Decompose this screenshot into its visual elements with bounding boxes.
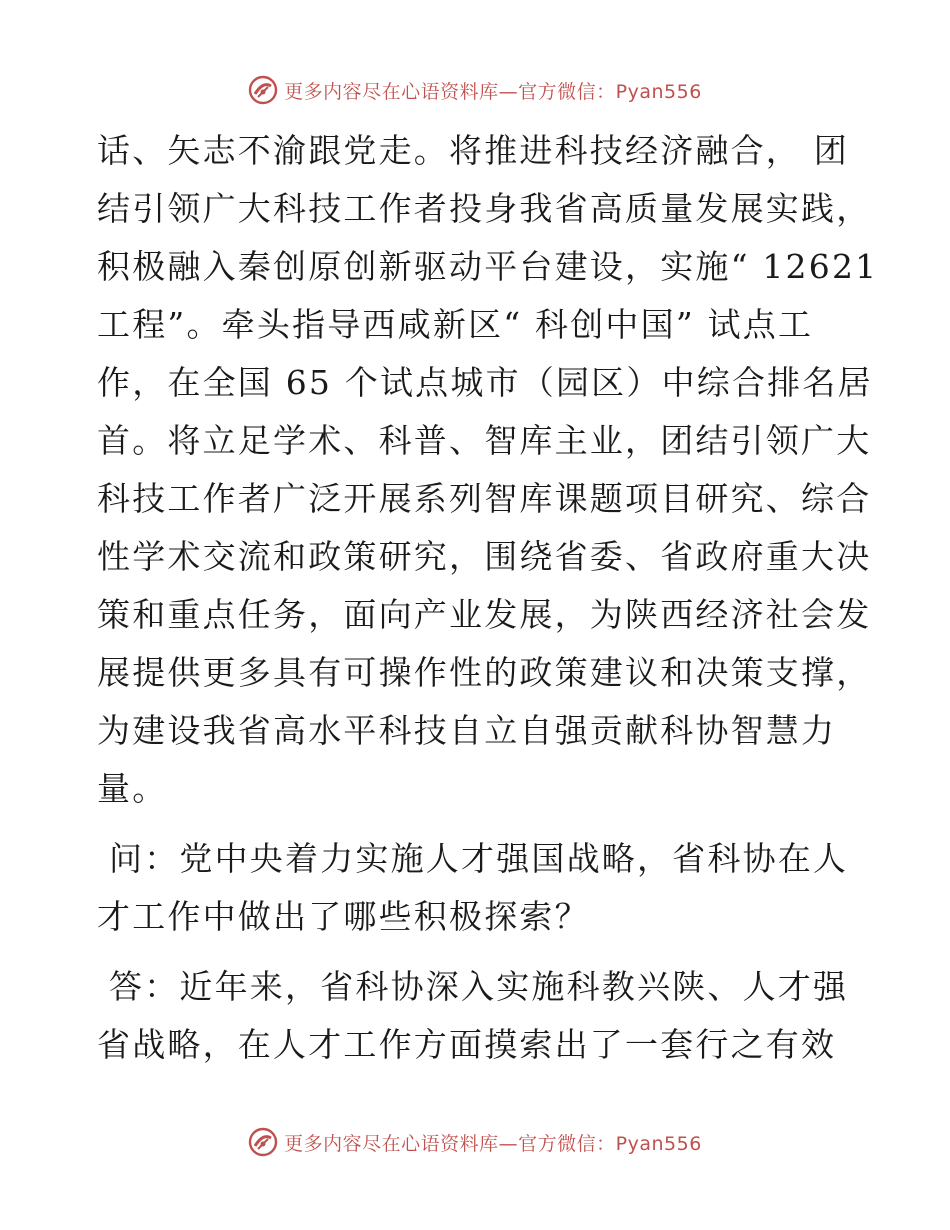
text-line: 性学术交流和政策研究，围绕省委、省政府重大决 [97,537,872,576]
text-line: 结引领广大科技工作者投身我省高质量发展实践， [97,189,872,228]
text-line: 策和重点任务，面向产业发展，为陕西经济社会发 [97,595,872,634]
text-line: 工程”。牵头指导西咸新区“ 科创中国” 试点工 [97,305,814,344]
document-body [97,122,879,1074]
text-line: 量。 [97,769,168,808]
watermark-text: 更多内容尽在心语资料库—官方微信：Pyan556 [284,1132,702,1155]
answer-paragraph [97,958,867,1074]
question-paragraph [97,830,867,946]
answer-line: 答：近年来，省科协深入实施科教兴陕、人才强 [109,967,849,1006]
footer-watermark [0,1122,950,1162]
text-line: 为建设我省高水平科技自立自强贡献科协智慧力 [97,711,837,750]
seal-logo-icon [248,75,278,105]
paragraph-1 [97,122,879,818]
watermark-text: 更多内容尽在心语资料库—官方微信：Pyan556 [284,80,702,103]
answer-line: 省战略，在人才工作方面摸索出了一套行之有效 [97,1025,837,1064]
seal-logo-icon [248,1127,278,1157]
text-line: 话、矢志不渝跟党走。将推进科技经济融合， 团 [97,131,849,170]
text-line: 作，在全国 65 个试点城市（园区）中综合排名居 [97,363,873,402]
question-line: 才工作中做出了哪些积极探索？ [97,897,590,936]
header-watermark [0,70,950,110]
text-line: 积极融入秦创原创新驱动平台建设，实施“ 12621 [97,247,879,286]
text-line: 首。将立足学术、科普、智库主业，团结引领广大 [97,421,872,460]
text-line: 展提供更多具有可操作性的政策建议和决策支撑， [97,653,872,692]
text-line: 科技工作者广泛开展系列智库课题项目研究、综合 [97,479,872,518]
question-line: 问：党中央着力实施人才强国战略，省科协在人 [109,839,849,878]
